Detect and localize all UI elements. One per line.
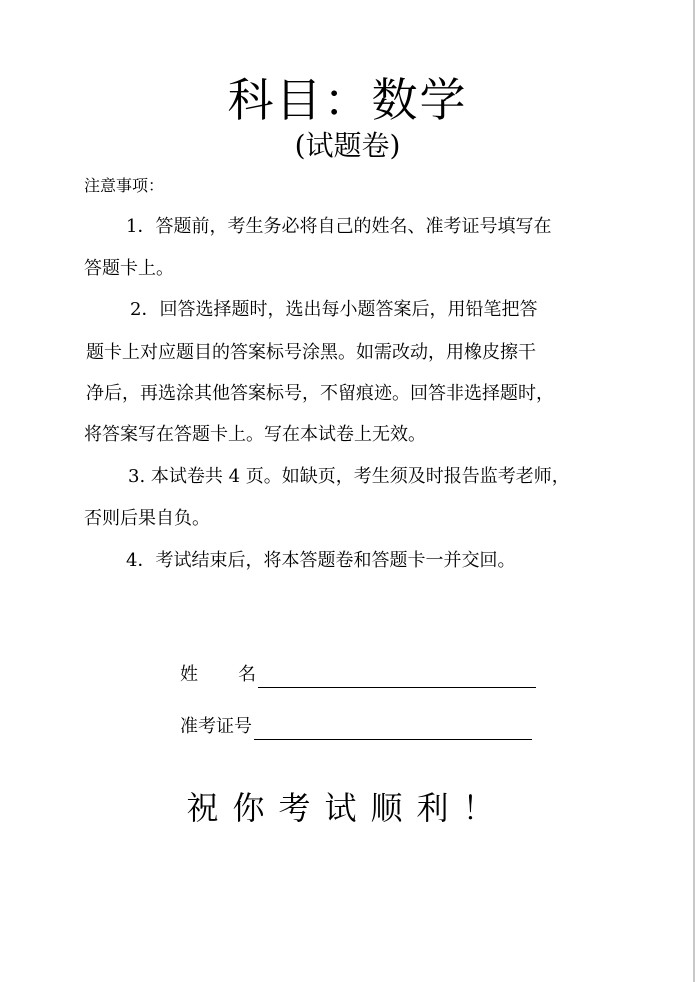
notice-line: 净后，再选涂其他答案标号，不留痕迹。回答非选择题时，: [86, 383, 554, 404]
notice-line: 1．答题前，考生务必将自己的姓名、准考证号填写在: [126, 216, 552, 237]
exam-id-label: 准考证号: [180, 716, 252, 737]
notice-line: 2．回答选择题时，选出每小题答案后，用铅笔把答: [130, 299, 538, 320]
notice-line: 3. 本试卷共 4 页。如缺页，考生须及时报告监考老师，: [128, 466, 570, 487]
notice-line: 题卡上对应题目的答案标号涂黑。如需改动，用橡皮擦干: [86, 342, 536, 363]
exam-id-field[interactable]: [180, 714, 532, 740]
name-field[interactable]: [180, 662, 536, 688]
notice-heading: 注意事项：: [84, 176, 165, 195]
notice-line: 否则后果自负。: [84, 508, 210, 529]
name-underline[interactable]: [258, 665, 536, 688]
page-subtitle: (试题卷): [294, 129, 401, 162]
name-label: 姓 名: [180, 664, 256, 685]
page-title: 科目：数学: [227, 73, 468, 127]
notice-line: 4．考试结束后，将本答题卷和答题卡一并交回。: [126, 550, 516, 571]
notice-line: 将答案写在答题卡上。写在本试卷上无效。: [84, 424, 426, 445]
closing-message: 祝你考试顺利！: [186, 789, 509, 827]
notice-line: 答题卡上。: [84, 258, 174, 279]
exam-id-underline[interactable]: [254, 717, 532, 740]
